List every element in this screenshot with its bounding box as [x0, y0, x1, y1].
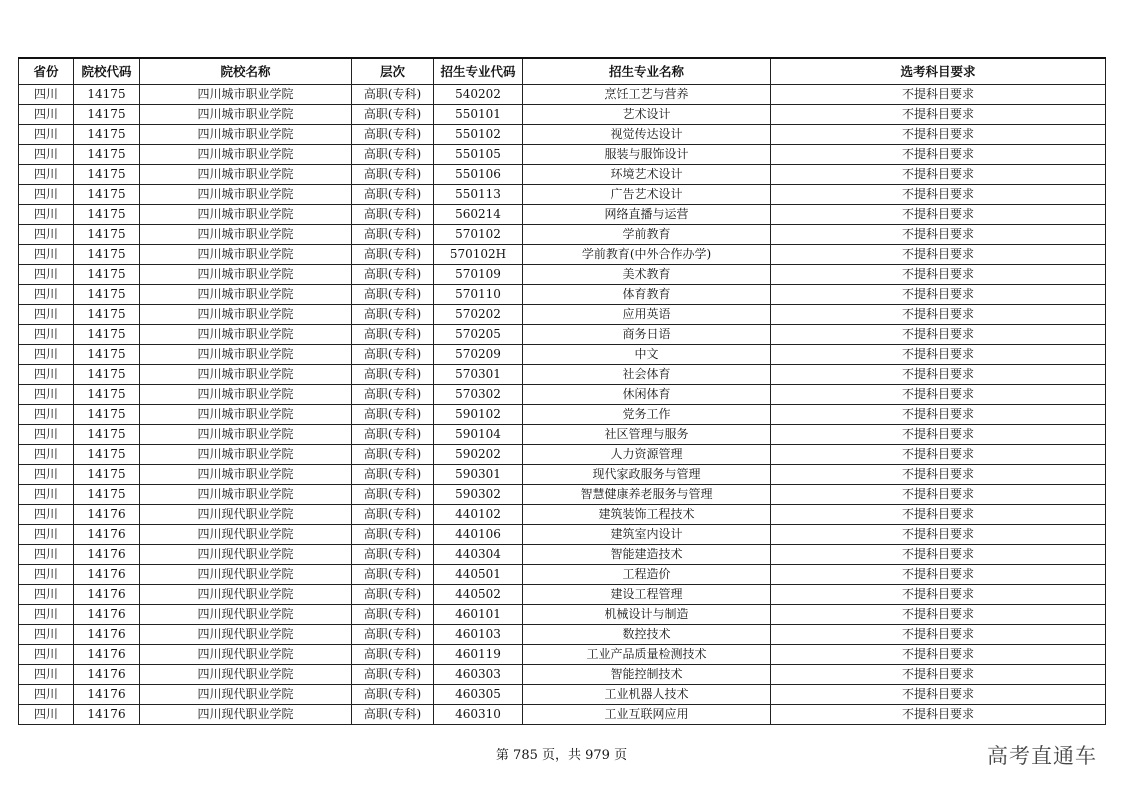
cell-school-code: 14176 [74, 605, 140, 625]
cell-school-code: 14175 [74, 425, 140, 445]
cell-school-name: 四川城市职业学院 [140, 385, 352, 405]
table-row [19, 245, 1106, 265]
table-row [19, 565, 1106, 585]
cell-school-code: 14175 [74, 185, 140, 205]
cell-school-name: 四川城市职业学院 [140, 265, 352, 285]
cell-school-name: 四川城市职业学院 [140, 345, 352, 365]
table-header-row [19, 58, 1106, 85]
cell-province: 四川 [19, 85, 74, 105]
cell-school-name: 四川城市职业学院 [140, 365, 352, 385]
cell-school-code: 14176 [74, 645, 140, 665]
table-row [19, 585, 1106, 605]
cell-school-code: 14175 [74, 345, 140, 365]
header-major-code: 招生专业代码 [434, 58, 523, 85]
cell-level: 高职(专科) [352, 185, 434, 205]
cell-subject-requirement: 不提科目要求 [771, 365, 1106, 385]
cell-level: 高职(专科) [352, 585, 434, 605]
cell-school-code: 14176 [74, 685, 140, 705]
cell-subject-requirement: 不提科目要求 [771, 525, 1106, 545]
header-level: 层次 [352, 58, 434, 85]
cell-major-name: 智能建造技术 [523, 545, 771, 565]
cell-province: 四川 [19, 625, 74, 645]
cell-major-code: 560214 [434, 205, 523, 225]
watermark-logo: 高考直通车 [987, 744, 1097, 768]
cell-major-name: 社会体育 [523, 365, 771, 385]
cell-subject-requirement: 不提科目要求 [771, 225, 1106, 245]
cell-subject-requirement: 不提科目要求 [771, 465, 1106, 485]
cell-province: 四川 [19, 325, 74, 345]
cell-school-name: 四川现代职业学院 [140, 705, 352, 725]
cell-subject-requirement: 不提科目要求 [771, 145, 1106, 165]
table-row [19, 485, 1106, 505]
cell-school-name: 四川城市职业学院 [140, 405, 352, 425]
table-body [19, 85, 1106, 725]
cell-province: 四川 [19, 265, 74, 285]
cell-province: 四川 [19, 125, 74, 145]
cell-school-name: 四川现代职业学院 [140, 625, 352, 645]
cell-subject-requirement: 不提科目要求 [771, 545, 1106, 565]
cell-province: 四川 [19, 445, 74, 465]
cell-major-name: 休闲体育 [523, 385, 771, 405]
cell-major-code: 570102H [434, 245, 523, 265]
cell-major-code: 550113 [434, 185, 523, 205]
cell-province: 四川 [19, 645, 74, 665]
table-row [19, 225, 1106, 245]
cell-major-code: 460310 [434, 705, 523, 725]
cell-major-code: 550105 [434, 145, 523, 165]
cell-school-code: 14176 [74, 565, 140, 585]
cell-school-name: 四川现代职业学院 [140, 585, 352, 605]
page-number: 第 785 页，共 979 页 [495, 748, 628, 763]
cell-subject-requirement: 不提科目要求 [771, 425, 1106, 445]
table-row [19, 605, 1106, 625]
cell-subject-requirement: 不提科目要求 [771, 265, 1106, 285]
table-row [19, 705, 1106, 725]
cell-school-name: 四川城市职业学院 [140, 105, 352, 125]
cell-subject-requirement: 不提科目要求 [771, 665, 1106, 685]
cell-major-name: 智能控制技术 [523, 665, 771, 685]
cell-school-code: 14176 [74, 545, 140, 565]
cell-province: 四川 [19, 105, 74, 125]
cell-province: 四川 [19, 345, 74, 365]
cell-subject-requirement: 不提科目要求 [771, 185, 1106, 205]
table-row [19, 365, 1106, 385]
cell-province: 四川 [19, 245, 74, 265]
cell-major-code: 590202 [434, 445, 523, 465]
table-row [19, 525, 1106, 545]
cell-school-code: 14175 [74, 445, 140, 465]
cell-subject-requirement: 不提科目要求 [771, 685, 1106, 705]
cell-major-code: 460103 [434, 625, 523, 645]
cell-school-name: 四川城市职业学院 [140, 225, 352, 245]
cell-level: 高职(专科) [352, 145, 434, 165]
table-row [19, 85, 1106, 105]
cell-major-name: 数控技术 [523, 625, 771, 645]
cell-major-name: 智慧健康养老服务与管理 [523, 485, 771, 505]
cell-major-code: 440502 [434, 585, 523, 605]
cell-major-code: 550102 [434, 125, 523, 145]
cell-subject-requirement: 不提科目要求 [771, 205, 1106, 225]
cell-major-name: 体育教育 [523, 285, 771, 305]
cell-school-code: 14175 [74, 305, 140, 325]
cell-level: 高职(专科) [352, 205, 434, 225]
cell-school-code: 14175 [74, 205, 140, 225]
cell-level: 高职(专科) [352, 665, 434, 685]
cell-major-name: 社区管理与服务 [523, 425, 771, 445]
cell-school-code: 14175 [74, 385, 140, 405]
cell-school-code: 14175 [74, 465, 140, 485]
cell-major-name: 建筑装饰工程技术 [523, 505, 771, 525]
cell-major-code: 570205 [434, 325, 523, 345]
cell-province: 四川 [19, 305, 74, 325]
cell-subject-requirement: 不提科目要求 [771, 305, 1106, 325]
cell-province: 四川 [19, 465, 74, 485]
table-row [19, 545, 1106, 565]
cell-school-code: 14176 [74, 505, 140, 525]
cell-province: 四川 [19, 485, 74, 505]
cell-subject-requirement: 不提科目要求 [771, 585, 1106, 605]
cell-school-code: 14175 [74, 85, 140, 105]
cell-school-code: 14175 [74, 365, 140, 385]
cell-major-name: 工业互联网应用 [523, 705, 771, 725]
cell-level: 高职(专科) [352, 705, 434, 725]
table-row [19, 105, 1106, 125]
cell-subject-requirement: 不提科目要求 [771, 445, 1106, 465]
cell-school-name: 四川现代职业学院 [140, 545, 352, 565]
table-row [19, 265, 1106, 285]
cell-major-code: 550106 [434, 165, 523, 185]
cell-major-code: 460119 [434, 645, 523, 665]
cell-major-name: 工业产品质量检测技术 [523, 645, 771, 665]
cell-major-name: 现代家政服务与管理 [523, 465, 771, 485]
cell-level: 高职(专科) [352, 405, 434, 425]
table-row [19, 205, 1106, 225]
cell-subject-requirement: 不提科目要求 [771, 285, 1106, 305]
cell-province: 四川 [19, 365, 74, 385]
cell-major-name: 人力资源管理 [523, 445, 771, 465]
cell-major-code: 460101 [434, 605, 523, 625]
cell-school-code: 14175 [74, 125, 140, 145]
cell-school-name: 四川城市职业学院 [140, 185, 352, 205]
cell-major-name: 美术教育 [523, 265, 771, 285]
cell-level: 高职(专科) [352, 465, 434, 485]
cell-school-name: 四川现代职业学院 [140, 505, 352, 525]
cell-school-name: 四川现代职业学院 [140, 565, 352, 585]
cell-major-name: 党务工作 [523, 405, 771, 425]
cell-province: 四川 [19, 685, 74, 705]
cell-province: 四川 [19, 185, 74, 205]
cell-major-code: 540202 [434, 85, 523, 105]
cell-school-name: 四川城市职业学院 [140, 465, 352, 485]
cell-major-code: 570302 [434, 385, 523, 405]
cell-subject-requirement: 不提科目要求 [771, 505, 1106, 525]
cell-school-name: 四川城市职业学院 [140, 145, 352, 165]
cell-school-name: 四川城市职业学院 [140, 325, 352, 345]
cell-school-code: 14175 [74, 405, 140, 425]
cell-school-name: 四川城市职业学院 [140, 285, 352, 305]
cell-province: 四川 [19, 585, 74, 605]
cell-level: 高职(专科) [352, 225, 434, 245]
table-row [19, 665, 1106, 685]
cell-school-name: 四川城市职业学院 [140, 205, 352, 225]
cell-school-name: 四川现代职业学院 [140, 605, 352, 625]
cell-province: 四川 [19, 505, 74, 525]
cell-province: 四川 [19, 285, 74, 305]
cell-level: 高职(专科) [352, 285, 434, 305]
cell-level: 高职(专科) [352, 565, 434, 585]
table-row [19, 145, 1106, 165]
table-row [19, 345, 1106, 365]
cell-school-name: 四川城市职业学院 [140, 85, 352, 105]
header-school-name: 院校名称 [140, 58, 352, 85]
cell-major-name: 建设工程管理 [523, 585, 771, 605]
cell-province: 四川 [19, 705, 74, 725]
cell-subject-requirement: 不提科目要求 [771, 645, 1106, 665]
cell-level: 高职(专科) [352, 85, 434, 105]
header-major-name: 招生专业名称 [523, 58, 771, 85]
cell-school-code: 14175 [74, 485, 140, 505]
cell-major-code: 590302 [434, 485, 523, 505]
cell-subject-requirement: 不提科目要求 [771, 345, 1106, 365]
cell-subject-requirement: 不提科目要求 [771, 705, 1106, 725]
cell-subject-requirement: 不提科目要求 [771, 245, 1106, 265]
cell-major-code: 570202 [434, 305, 523, 325]
header-school-code: 院校代码 [74, 58, 140, 85]
cell-level: 高职(专科) [352, 645, 434, 665]
table-row [19, 685, 1106, 705]
cell-province: 四川 [19, 145, 74, 165]
cell-province: 四川 [19, 665, 74, 685]
cell-level: 高职(专科) [352, 365, 434, 385]
cell-major-name: 烹饪工艺与营养 [523, 85, 771, 105]
cell-level: 高职(专科) [352, 545, 434, 565]
cell-subject-requirement: 不提科目要求 [771, 105, 1106, 125]
cell-school-code: 14175 [74, 245, 140, 265]
cell-major-name: 环境艺术设计 [523, 165, 771, 185]
cell-major-code: 570102 [434, 225, 523, 245]
cell-major-name: 广告艺术设计 [523, 185, 771, 205]
cell-province: 四川 [19, 165, 74, 185]
cell-province: 四川 [19, 565, 74, 585]
cell-subject-requirement: 不提科目要求 [771, 325, 1106, 345]
cell-school-code: 14176 [74, 705, 140, 725]
header-province: 省份 [19, 58, 74, 85]
header-subject-requirement: 选考科目要求 [771, 58, 1106, 85]
table-row [19, 305, 1106, 325]
cell-school-name: 四川城市职业学院 [140, 165, 352, 185]
cell-major-name: 工业机器人技术 [523, 685, 771, 705]
cell-school-code: 14176 [74, 525, 140, 545]
cell-level: 高职(专科) [352, 385, 434, 405]
cell-level: 高职(专科) [352, 625, 434, 645]
cell-level: 高职(专科) [352, 445, 434, 465]
cell-level: 高职(专科) [352, 245, 434, 265]
cell-major-code: 590301 [434, 465, 523, 485]
cell-province: 四川 [19, 385, 74, 405]
cell-major-code: 440304 [434, 545, 523, 565]
cell-level: 高职(专科) [352, 505, 434, 525]
cell-level: 高职(专科) [352, 125, 434, 145]
cell-major-name: 视觉传达设计 [523, 125, 771, 145]
cell-level: 高职(专科) [352, 425, 434, 445]
cell-subject-requirement: 不提科目要求 [771, 485, 1106, 505]
cell-major-name: 服装与服饰设计 [523, 145, 771, 165]
cell-school-name: 四川城市职业学院 [140, 445, 352, 465]
cell-subject-requirement: 不提科目要求 [771, 605, 1106, 625]
cell-school-name: 四川现代职业学院 [140, 525, 352, 545]
cell-level: 高职(专科) [352, 485, 434, 505]
cell-major-code: 460303 [434, 665, 523, 685]
cell-school-code: 14175 [74, 325, 140, 345]
cell-province: 四川 [19, 225, 74, 245]
cell-subject-requirement: 不提科目要求 [771, 565, 1106, 585]
cell-subject-requirement: 不提科目要求 [771, 385, 1106, 405]
cell-major-code: 440501 [434, 565, 523, 585]
cell-major-code: 590102 [434, 405, 523, 425]
cell-level: 高职(专科) [352, 685, 434, 705]
cell-school-code: 14175 [74, 285, 140, 305]
table-row [19, 505, 1106, 525]
table-row [19, 325, 1106, 345]
cell-province: 四川 [19, 405, 74, 425]
cell-level: 高职(专科) [352, 525, 434, 545]
cell-school-name: 四川城市职业学院 [140, 245, 352, 265]
table-row [19, 405, 1106, 425]
cell-major-name: 商务日语 [523, 325, 771, 345]
table-row [19, 625, 1106, 645]
cell-major-code: 440102 [434, 505, 523, 525]
cell-major-name: 应用英语 [523, 305, 771, 325]
cell-province: 四川 [19, 605, 74, 625]
cell-subject-requirement: 不提科目要求 [771, 625, 1106, 645]
cell-level: 高职(专科) [352, 105, 434, 125]
table-row [19, 385, 1106, 405]
cell-school-code: 14175 [74, 145, 140, 165]
cell-province: 四川 [19, 525, 74, 545]
cell-subject-requirement: 不提科目要求 [771, 85, 1106, 105]
cell-level: 高职(专科) [352, 165, 434, 185]
cell-level: 高职(专科) [352, 605, 434, 625]
cell-level: 高职(专科) [352, 345, 434, 365]
cell-province: 四川 [19, 205, 74, 225]
cell-major-name: 艺术设计 [523, 105, 771, 125]
table-row [19, 185, 1106, 205]
cell-level: 高职(专科) [352, 305, 434, 325]
cell-level: 高职(专科) [352, 265, 434, 285]
cell-school-name: 四川城市职业学院 [140, 125, 352, 145]
cell-major-name: 工程造价 [523, 565, 771, 585]
cell-school-code: 14175 [74, 105, 140, 125]
table-row [19, 465, 1106, 485]
cell-school-name: 四川城市职业学院 [140, 425, 352, 445]
cell-subject-requirement: 不提科目要求 [771, 125, 1106, 145]
table-row [19, 165, 1106, 185]
cell-major-code: 570109 [434, 265, 523, 285]
cell-major-name: 学前教育 [523, 225, 771, 245]
cell-school-name: 四川城市职业学院 [140, 485, 352, 505]
cell-major-name: 学前教育(中外合作办学) [523, 245, 771, 265]
cell-subject-requirement: 不提科目要求 [771, 165, 1106, 185]
cell-level: 高职(专科) [352, 325, 434, 345]
cell-school-name: 四川城市职业学院 [140, 305, 352, 325]
table-row [19, 285, 1106, 305]
cell-school-code: 14175 [74, 265, 140, 285]
table-row [19, 125, 1106, 145]
cell-school-code: 14176 [74, 585, 140, 605]
cell-school-code: 14176 [74, 665, 140, 685]
cell-major-name: 建筑室内设计 [523, 525, 771, 545]
cell-major-code: 440106 [434, 525, 523, 545]
cell-major-code: 550101 [434, 105, 523, 125]
cell-major-code: 590104 [434, 425, 523, 445]
cell-subject-requirement: 不提科目要求 [771, 405, 1106, 425]
admissions-table [18, 57, 1106, 725]
cell-major-code: 570301 [434, 365, 523, 385]
cell-school-name: 四川现代职业学院 [140, 685, 352, 705]
cell-major-name: 网络直播与运营 [523, 205, 771, 225]
cell-school-code: 14176 [74, 625, 140, 645]
cell-major-code: 570209 [434, 345, 523, 365]
cell-school-code: 14175 [74, 165, 140, 185]
table-row [19, 645, 1106, 665]
cell-school-name: 四川现代职业学院 [140, 665, 352, 685]
table-row [19, 445, 1106, 465]
table-row [19, 425, 1106, 445]
cell-school-name: 四川现代职业学院 [140, 645, 352, 665]
cell-major-name: 中文 [523, 345, 771, 365]
cell-province: 四川 [19, 425, 74, 445]
cell-school-code: 14175 [74, 225, 140, 245]
cell-major-name: 机械设计与制造 [523, 605, 771, 625]
cell-major-code: 460305 [434, 685, 523, 705]
cell-province: 四川 [19, 545, 74, 565]
cell-major-code: 570110 [434, 285, 523, 305]
